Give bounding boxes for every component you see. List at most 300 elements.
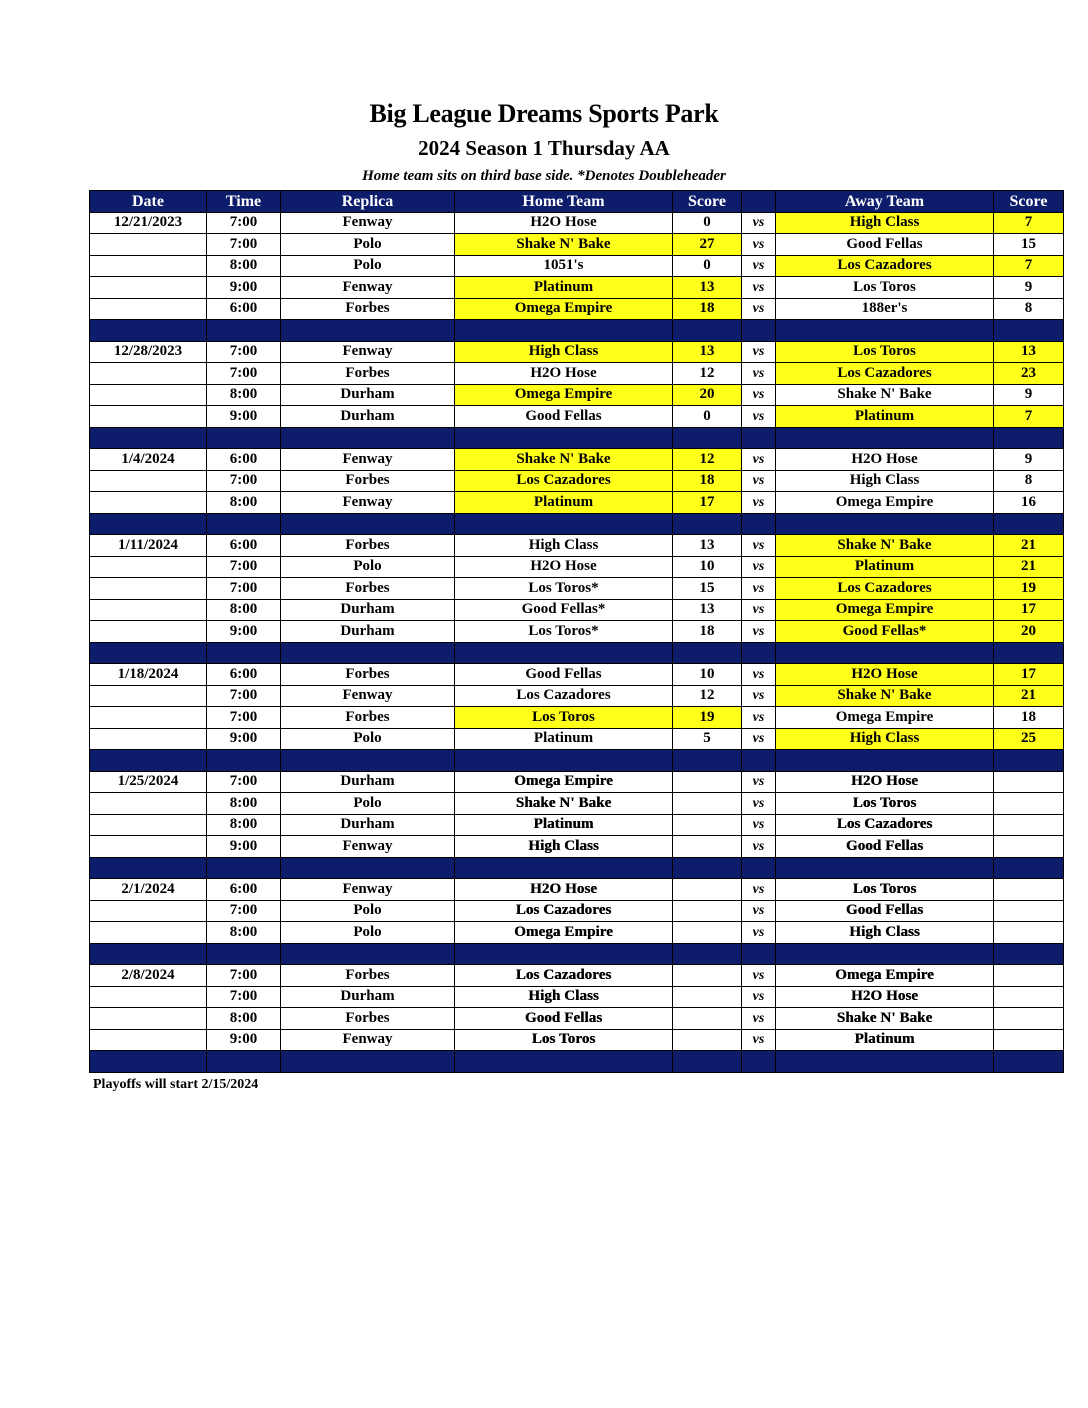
home-team: H2O Hose bbox=[455, 879, 673, 901]
home-team: High Class bbox=[455, 341, 673, 363]
table-row bbox=[90, 578, 1064, 600]
home-team: Los Toros bbox=[455, 1029, 673, 1051]
vs-label: vs bbox=[742, 406, 776, 428]
home-team: Shake N' Bake bbox=[455, 449, 673, 471]
group-separator-row bbox=[90, 943, 1064, 965]
game-date bbox=[90, 578, 207, 600]
home-team: H2O Hose bbox=[455, 212, 673, 234]
vs-label: vs bbox=[742, 922, 776, 944]
table-row bbox=[90, 277, 1064, 299]
separator-cell bbox=[742, 427, 776, 449]
game-time: 9:00 bbox=[207, 621, 281, 643]
group-separator-row bbox=[90, 750, 1064, 772]
separator-cell bbox=[994, 1051, 1064, 1073]
separator-cell bbox=[90, 943, 207, 965]
home-score: 10 bbox=[673, 664, 742, 686]
vs-label: vs bbox=[742, 492, 776, 514]
home-team: High Class bbox=[455, 535, 673, 557]
away-score: 21 bbox=[994, 685, 1064, 707]
vs-label: vs bbox=[742, 707, 776, 729]
game-date bbox=[90, 255, 207, 277]
field-name: Forbes bbox=[281, 664, 455, 686]
away-score: 13 bbox=[994, 341, 1064, 363]
game-date bbox=[90, 298, 207, 320]
field-name: Forbes bbox=[281, 965, 455, 987]
group-separator-row bbox=[90, 320, 1064, 342]
header-vs bbox=[742, 191, 776, 213]
game-time: 7:00 bbox=[207, 578, 281, 600]
home-team: Platinum bbox=[455, 814, 673, 836]
separator-cell bbox=[776, 943, 994, 965]
game-date bbox=[90, 900, 207, 922]
game-time: 7:00 bbox=[207, 556, 281, 578]
separator-cell bbox=[673, 857, 742, 879]
separator-cell bbox=[673, 320, 742, 342]
game-time: 7:00 bbox=[207, 212, 281, 234]
home-score: 0 bbox=[673, 406, 742, 428]
separator-cell bbox=[281, 642, 455, 664]
vs-label: vs bbox=[742, 879, 776, 901]
table-row bbox=[90, 212, 1064, 234]
away-team: Omega Empire bbox=[776, 707, 994, 729]
away-team: H2O Hose bbox=[776, 771, 994, 793]
field-name: Fenway bbox=[281, 449, 455, 471]
game-date: 1/18/2024 bbox=[90, 664, 207, 686]
away-score: 7 bbox=[994, 406, 1064, 428]
home-team: Los Toros bbox=[455, 707, 673, 729]
home-score: 13 bbox=[673, 277, 742, 299]
vs-label: vs bbox=[742, 986, 776, 1008]
separator-cell bbox=[90, 857, 207, 879]
away-team: Los Toros bbox=[776, 277, 994, 299]
vs-label: vs bbox=[742, 664, 776, 686]
separator-cell bbox=[90, 1051, 207, 1073]
header-home-team: Home Team bbox=[455, 191, 673, 213]
table-row bbox=[90, 965, 1064, 987]
field-name: Polo bbox=[281, 900, 455, 922]
vs-label: vs bbox=[742, 599, 776, 621]
field-name: Fenway bbox=[281, 492, 455, 514]
game-time: 7:00 bbox=[207, 965, 281, 987]
away-team: Omega Empire bbox=[776, 965, 994, 987]
group-separator-row bbox=[90, 642, 1064, 664]
field-name: Polo bbox=[281, 793, 455, 815]
away-score: 8 bbox=[994, 470, 1064, 492]
away-team: Los Cazadores bbox=[776, 363, 994, 385]
separator-cell bbox=[455, 427, 673, 449]
vs-label: vs bbox=[742, 685, 776, 707]
separator-cell bbox=[994, 427, 1064, 449]
away-score: 18 bbox=[994, 707, 1064, 729]
home-score bbox=[673, 986, 742, 1008]
vs-label: vs bbox=[742, 470, 776, 492]
game-date bbox=[90, 814, 207, 836]
away-team: Omega Empire bbox=[776, 599, 994, 621]
field-name: Durham bbox=[281, 599, 455, 621]
field-name: Polo bbox=[281, 234, 455, 256]
vs-label: vs bbox=[742, 556, 776, 578]
away-score: 25 bbox=[994, 728, 1064, 750]
game-date: 1/11/2024 bbox=[90, 535, 207, 557]
home-score: 10 bbox=[673, 556, 742, 578]
vs-label: vs bbox=[742, 363, 776, 385]
header-replica: Replica bbox=[281, 191, 455, 213]
home-score bbox=[673, 900, 742, 922]
separator-cell bbox=[994, 642, 1064, 664]
home-score: 15 bbox=[673, 578, 742, 600]
separator-cell bbox=[90, 750, 207, 772]
vs-label: vs bbox=[742, 814, 776, 836]
home-team: H2O Hose bbox=[455, 556, 673, 578]
home-score: 0 bbox=[673, 212, 742, 234]
field-name: Durham bbox=[281, 621, 455, 643]
game-date bbox=[90, 363, 207, 385]
separator-cell bbox=[455, 513, 673, 535]
game-date bbox=[90, 1008, 207, 1030]
field-name: Fenway bbox=[281, 1029, 455, 1051]
separator-cell bbox=[90, 427, 207, 449]
home-team: Shake N' Bake bbox=[455, 234, 673, 256]
home-score bbox=[673, 922, 742, 944]
separator-cell bbox=[207, 427, 281, 449]
game-date bbox=[90, 492, 207, 514]
separator-cell bbox=[281, 750, 455, 772]
home-team: Los Cazadores bbox=[455, 685, 673, 707]
away-score: 9 bbox=[994, 449, 1064, 471]
schedule-body bbox=[90, 212, 1064, 1072]
game-date bbox=[90, 470, 207, 492]
table-row bbox=[90, 685, 1064, 707]
away-team: H2O Hose bbox=[776, 664, 994, 686]
separator-cell bbox=[455, 943, 673, 965]
table-row bbox=[90, 384, 1064, 406]
separator-cell bbox=[742, 857, 776, 879]
home-score: 20 bbox=[673, 384, 742, 406]
vs-label: vs bbox=[742, 535, 776, 557]
home-score bbox=[673, 836, 742, 858]
game-date: 12/21/2023 bbox=[90, 212, 207, 234]
home-score bbox=[673, 814, 742, 836]
separator-cell bbox=[207, 320, 281, 342]
field-name: Fenway bbox=[281, 879, 455, 901]
separator-cell bbox=[994, 750, 1064, 772]
home-team: Good Fellas bbox=[455, 1008, 673, 1030]
away-team: Platinum bbox=[776, 556, 994, 578]
away-team: Los Toros bbox=[776, 341, 994, 363]
separator-cell bbox=[455, 750, 673, 772]
table-row bbox=[90, 1008, 1064, 1030]
separator-cell bbox=[742, 513, 776, 535]
vs-label: vs bbox=[742, 965, 776, 987]
separator-cell bbox=[776, 642, 994, 664]
away-team: Los Cazadores bbox=[776, 255, 994, 277]
game-time: 7:00 bbox=[207, 900, 281, 922]
game-time: 8:00 bbox=[207, 255, 281, 277]
field-name: Fenway bbox=[281, 836, 455, 858]
page-subtitle: 2024 Season 1 Thursday AA bbox=[418, 136, 670, 160]
away-score bbox=[994, 922, 1064, 944]
game-date: 12/28/2023 bbox=[90, 341, 207, 363]
home-score: 12 bbox=[673, 685, 742, 707]
away-score bbox=[994, 771, 1064, 793]
game-date bbox=[90, 621, 207, 643]
game-time: 7:00 bbox=[207, 470, 281, 492]
home-score: 27 bbox=[673, 234, 742, 256]
table-row bbox=[90, 922, 1064, 944]
field-name: Durham bbox=[281, 406, 455, 428]
vs-label: vs bbox=[742, 578, 776, 600]
game-time: 8:00 bbox=[207, 1008, 281, 1030]
separator-cell bbox=[90, 513, 207, 535]
home-score: 0 bbox=[673, 255, 742, 277]
field-name: Durham bbox=[281, 986, 455, 1008]
away-score: 21 bbox=[994, 535, 1064, 557]
game-time: 8:00 bbox=[207, 814, 281, 836]
separator-cell bbox=[207, 943, 281, 965]
away-team: Shake N' Bake bbox=[776, 685, 994, 707]
away-score bbox=[994, 1029, 1064, 1051]
home-team: High Class bbox=[455, 986, 673, 1008]
away-team: Los Toros bbox=[776, 879, 994, 901]
home-team: Shake N' Bake bbox=[455, 793, 673, 815]
away-team: Good Fellas bbox=[776, 234, 994, 256]
separator-cell bbox=[281, 427, 455, 449]
game-time: 6:00 bbox=[207, 298, 281, 320]
away-team: High Class bbox=[776, 212, 994, 234]
home-score: 18 bbox=[673, 621, 742, 643]
table-header-row bbox=[90, 191, 1064, 213]
home-score bbox=[673, 965, 742, 987]
home-score: 13 bbox=[673, 341, 742, 363]
home-score bbox=[673, 771, 742, 793]
separator-cell bbox=[455, 857, 673, 879]
field-name: Fenway bbox=[281, 341, 455, 363]
home-score: 18 bbox=[673, 470, 742, 492]
away-score bbox=[994, 793, 1064, 815]
game-date bbox=[90, 793, 207, 815]
separator-cell bbox=[776, 750, 994, 772]
game-time: 8:00 bbox=[207, 492, 281, 514]
separator-cell bbox=[281, 943, 455, 965]
home-team: Los Cazadores bbox=[455, 900, 673, 922]
schedule-note: Home team sits on third base side. *Denotes Doubleheader bbox=[362, 168, 726, 184]
field-name: Durham bbox=[281, 384, 455, 406]
separator-cell bbox=[281, 320, 455, 342]
field-name: Forbes bbox=[281, 363, 455, 385]
separator-cell bbox=[90, 642, 207, 664]
field-name: Durham bbox=[281, 771, 455, 793]
table-row bbox=[90, 599, 1064, 621]
home-team: Good Fellas bbox=[455, 406, 673, 428]
separator-cell bbox=[742, 1051, 776, 1073]
away-score: 17 bbox=[994, 664, 1064, 686]
game-date bbox=[90, 1029, 207, 1051]
game-time: 8:00 bbox=[207, 793, 281, 815]
away-score: 17 bbox=[994, 599, 1064, 621]
game-date bbox=[90, 685, 207, 707]
game-time: 7:00 bbox=[207, 707, 281, 729]
game-date: 1/4/2024 bbox=[90, 449, 207, 471]
separator-cell bbox=[455, 642, 673, 664]
game-date bbox=[90, 728, 207, 750]
away-team: Good Fellas* bbox=[776, 621, 994, 643]
separator-cell bbox=[673, 943, 742, 965]
game-time: 7:00 bbox=[207, 234, 281, 256]
table-row bbox=[90, 621, 1064, 643]
vs-label: vs bbox=[742, 234, 776, 256]
home-team: Los Toros* bbox=[455, 621, 673, 643]
game-time: 8:00 bbox=[207, 599, 281, 621]
game-time: 6:00 bbox=[207, 664, 281, 686]
game-date: 1/25/2024 bbox=[90, 771, 207, 793]
vs-label: vs bbox=[742, 793, 776, 815]
header-away-score: Score bbox=[994, 191, 1064, 213]
home-team: Good Fellas* bbox=[455, 599, 673, 621]
away-team: Good Fellas bbox=[776, 836, 994, 858]
home-team: Omega Empire bbox=[455, 771, 673, 793]
game-date bbox=[90, 277, 207, 299]
table-row bbox=[90, 255, 1064, 277]
home-score: 12 bbox=[673, 363, 742, 385]
table-row bbox=[90, 298, 1064, 320]
away-team: Platinum bbox=[776, 406, 994, 428]
vs-label: vs bbox=[742, 621, 776, 643]
field-name: Durham bbox=[281, 814, 455, 836]
vs-label: vs bbox=[742, 277, 776, 299]
game-time: 7:00 bbox=[207, 363, 281, 385]
header-home-score: Score bbox=[673, 191, 742, 213]
separator-cell bbox=[776, 857, 994, 879]
table-row bbox=[90, 406, 1064, 428]
home-team: Platinum bbox=[455, 728, 673, 750]
table-row bbox=[90, 234, 1064, 256]
table-row bbox=[90, 986, 1064, 1008]
game-time: 8:00 bbox=[207, 922, 281, 944]
game-date bbox=[90, 599, 207, 621]
game-time: 9:00 bbox=[207, 406, 281, 428]
game-date bbox=[90, 406, 207, 428]
home-score: 17 bbox=[673, 492, 742, 514]
header-date: Date bbox=[90, 191, 207, 213]
game-time: 7:00 bbox=[207, 685, 281, 707]
away-score: 7 bbox=[994, 212, 1064, 234]
home-team: Los Cazadores bbox=[455, 470, 673, 492]
field-name: Forbes bbox=[281, 470, 455, 492]
table-row bbox=[90, 707, 1064, 729]
vs-label: vs bbox=[742, 449, 776, 471]
away-score: 9 bbox=[994, 384, 1064, 406]
table-row bbox=[90, 492, 1064, 514]
away-score: 7 bbox=[994, 255, 1064, 277]
field-name: Fenway bbox=[281, 277, 455, 299]
away-score: 9 bbox=[994, 277, 1064, 299]
away-team: High Class bbox=[776, 922, 994, 944]
away-team: Shake N' Bake bbox=[776, 1008, 994, 1030]
field-name: Forbes bbox=[281, 707, 455, 729]
group-separator-row bbox=[90, 1051, 1064, 1073]
game-date bbox=[90, 707, 207, 729]
table-row bbox=[90, 900, 1064, 922]
playoffs-note: Playoffs will start 2/15/2024 bbox=[93, 1077, 259, 1092]
game-date bbox=[90, 384, 207, 406]
home-team: Omega Empire bbox=[455, 298, 673, 320]
game-time: 7:00 bbox=[207, 341, 281, 363]
table-row bbox=[90, 814, 1064, 836]
separator-cell bbox=[742, 320, 776, 342]
separator-cell bbox=[455, 320, 673, 342]
game-date bbox=[90, 556, 207, 578]
away-score bbox=[994, 1008, 1064, 1030]
away-team: Los Cazadores bbox=[776, 578, 994, 600]
header-time: Time bbox=[207, 191, 281, 213]
vs-label: vs bbox=[742, 255, 776, 277]
away-team: Los Cazadores bbox=[776, 814, 994, 836]
separator-cell bbox=[281, 857, 455, 879]
away-score: 21 bbox=[994, 556, 1064, 578]
away-score: 15 bbox=[994, 234, 1064, 256]
away-score bbox=[994, 879, 1064, 901]
away-team: 188er's bbox=[776, 298, 994, 320]
home-team: 1051's bbox=[455, 255, 673, 277]
separator-cell bbox=[673, 427, 742, 449]
home-score bbox=[673, 1029, 742, 1051]
vs-label: vs bbox=[742, 728, 776, 750]
vs-label: vs bbox=[742, 1029, 776, 1051]
separator-cell bbox=[994, 513, 1064, 535]
vs-label: vs bbox=[742, 900, 776, 922]
away-score: 20 bbox=[994, 621, 1064, 643]
separator-cell bbox=[455, 1051, 673, 1073]
away-score bbox=[994, 836, 1064, 858]
table-row bbox=[90, 664, 1064, 686]
field-name: Polo bbox=[281, 922, 455, 944]
home-team: High Class bbox=[455, 836, 673, 858]
schedule-table bbox=[89, 190, 1064, 1073]
separator-cell bbox=[673, 642, 742, 664]
away-team: Omega Empire bbox=[776, 492, 994, 514]
table-row bbox=[90, 771, 1064, 793]
game-time: 9:00 bbox=[207, 728, 281, 750]
separator-cell bbox=[776, 1051, 994, 1073]
home-team: Platinum bbox=[455, 277, 673, 299]
field-name: Fenway bbox=[281, 685, 455, 707]
vs-label: vs bbox=[742, 212, 776, 234]
field-name: Polo bbox=[281, 255, 455, 277]
table-row bbox=[90, 836, 1064, 858]
game-time: 9:00 bbox=[207, 836, 281, 858]
table-row bbox=[90, 470, 1064, 492]
table-row bbox=[90, 879, 1064, 901]
field-name: Fenway bbox=[281, 212, 455, 234]
home-team: Good Fellas bbox=[455, 664, 673, 686]
game-date: 2/8/2024 bbox=[90, 965, 207, 987]
home-score: 13 bbox=[673, 599, 742, 621]
table-row bbox=[90, 363, 1064, 385]
vs-label: vs bbox=[742, 298, 776, 320]
game-time: 6:00 bbox=[207, 535, 281, 557]
separator-cell bbox=[207, 857, 281, 879]
separator-cell bbox=[742, 750, 776, 772]
away-team: Platinum bbox=[776, 1029, 994, 1051]
game-time: 6:00 bbox=[207, 449, 281, 471]
separator-cell bbox=[673, 513, 742, 535]
field-name: Forbes bbox=[281, 1008, 455, 1030]
vs-label: vs bbox=[742, 836, 776, 858]
table-row bbox=[90, 341, 1064, 363]
field-name: Polo bbox=[281, 728, 455, 750]
separator-cell bbox=[994, 320, 1064, 342]
away-team: High Class bbox=[776, 728, 994, 750]
